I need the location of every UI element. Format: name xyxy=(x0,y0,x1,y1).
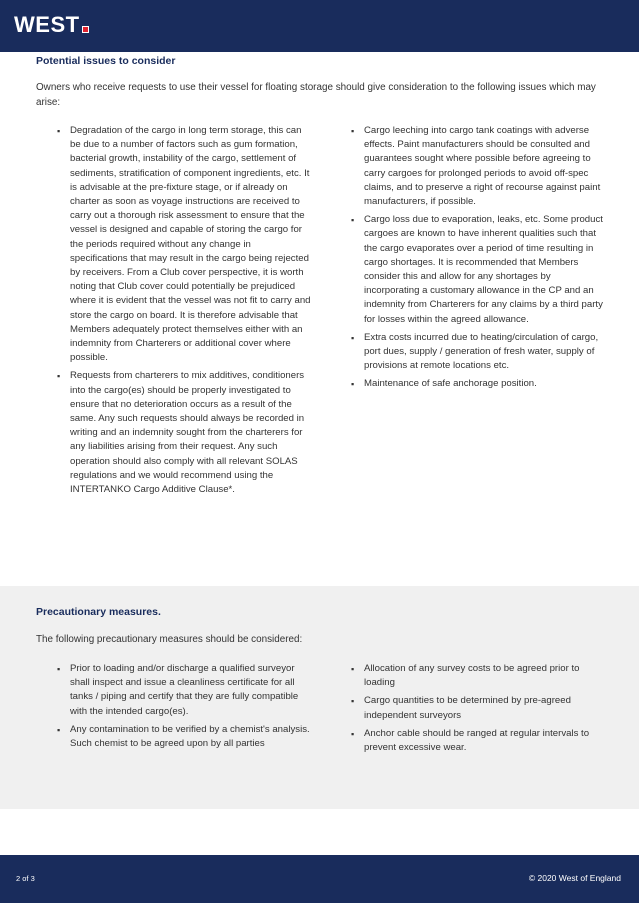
potential-issues-section xyxy=(0,52,639,586)
bullet-icon: ▪ xyxy=(57,126,61,136)
logo-square-icon xyxy=(82,26,89,33)
precautionary-measures-section xyxy=(0,586,639,809)
copyright-text: © 2020 West of England xyxy=(528,873,621,883)
list-item: ▪ Cargo loss due to evaporation, leaks, etc. Some product cargoes are known to have inherent qualities such that the cargo evaporates over a period of time resulting in cargo shortages. It is recommended that Members consider this and allow for any shortages by incorporating a customary allowance in the CP and an indemnity from Charterers for any claims by a third party for losses within the agreed allowance. xyxy=(351,214,603,325)
bullet-icon: ▪ xyxy=(57,664,61,674)
bullet-icon: ▪ xyxy=(351,379,355,390)
page-footer xyxy=(0,855,639,903)
list-item: ▪ Any contamination to be verified by a chemist's analysis. Such chemist to be agreed upon by all parties xyxy=(57,723,310,750)
bullet-icon: ▪ xyxy=(351,215,355,226)
list-item: ▪ Allocation of any survey costs to be agreed prior to loading xyxy=(351,663,580,689)
list-item: ▪ Cargo quantities to be determined by pre-agreed independent surveyors xyxy=(351,695,571,721)
bullet-icon: ▪ xyxy=(351,332,355,343)
list-item: ▪ Degradation of the cargo in long term storage, this can be due to a number of factors such as gum formation, bacterial growth, instability of the cargo, settlement of sediments, stratification of component ingredients, etc. It is advisable at the pre-fixture stage, or if already on charter as soon as voyage instructions are received to carry out a thorough risk assessment to ensure that the vessel is designed and capable of storing the cargo for the periods required without any change in specifications that may result in the cargo being rejected by receivers. From a Club cover perspective, it is worth noting that Club cover could potentially be prejudiced where it is evident that the vessel was not fit to carry and store the cargo on board. It is therefore advisable that Members adequately protect themselves either with an indemnity from Charterers or additional cover where possible. xyxy=(57,125,311,364)
bullet-icon: ▪ xyxy=(351,664,355,674)
precautionary-intro: The following precautionary measures should be considered: xyxy=(36,634,303,645)
page-number: 2 of 3 xyxy=(16,874,35,883)
list-item: ▪ Anchor cable should be ranged at regular intervals to prevent excessive wear. xyxy=(351,727,590,754)
bullet-icon: ▪ xyxy=(57,371,61,382)
precautionary-left-list xyxy=(57,662,311,755)
bullet-icon: ▪ xyxy=(351,126,355,136)
bullet-icon: ▪ xyxy=(351,696,355,707)
bullet-icon: ▪ xyxy=(351,728,355,739)
potential-issues-intro: Owners who receive requests to use their vessel for floating storage should give consideration to the following issues which may arise: xyxy=(36,82,596,108)
page-header xyxy=(0,0,639,52)
bullet-icon: ▪ xyxy=(57,724,61,735)
potential-issues-right-list xyxy=(351,124,603,396)
list-item: ▪ Requests from charterers to mix additives, conditioners into the cargo(es) should be properly investigated to ensure that no deterioration occurs as a result of the same. Any such requests should always be recorded in writing and an indemnity sought from the charterers for any liabilities arising from their request. Any such operation should also comply with all relevant SOLAS regulations and we would recommend using the INTERTANKO Cargo Additive Clause*. xyxy=(57,370,305,496)
list-item: ▪ Maintenance of safe anchorage position. xyxy=(351,377,603,391)
list-item: ▪ Prior to loading and/or discharge a qualified surveyor shall inspect and issue a cleanliness certificate for all tanks / piping and certify that they are fully compatible with the intended cargo(es). xyxy=(57,663,299,717)
list-item: ▪ Extra costs incurred due to heating/circulation of cargo, port dues, supply / generation of fresh water, supply of provisions at remote locations etc. xyxy=(351,331,599,372)
potential-issues-heading: Potential issues to consider xyxy=(36,55,176,67)
potential-issues-left-list xyxy=(57,124,311,501)
precautionary-right-list xyxy=(351,662,605,759)
west-logo xyxy=(14,10,89,40)
precautionary-heading: Precautionary measures. xyxy=(36,606,161,618)
logo-text: WEST xyxy=(14,12,80,37)
list-item: ▪ Cargo leeching into cargo tank coatings with adverse effects. Paint manufacturers should be consulted and guarantees sought where possible before agreeing to carry cargoes for prolonged periods to avoid off-spec claims, and to preserve a right of recourse against paint manufacturers, if possible. xyxy=(351,125,601,208)
